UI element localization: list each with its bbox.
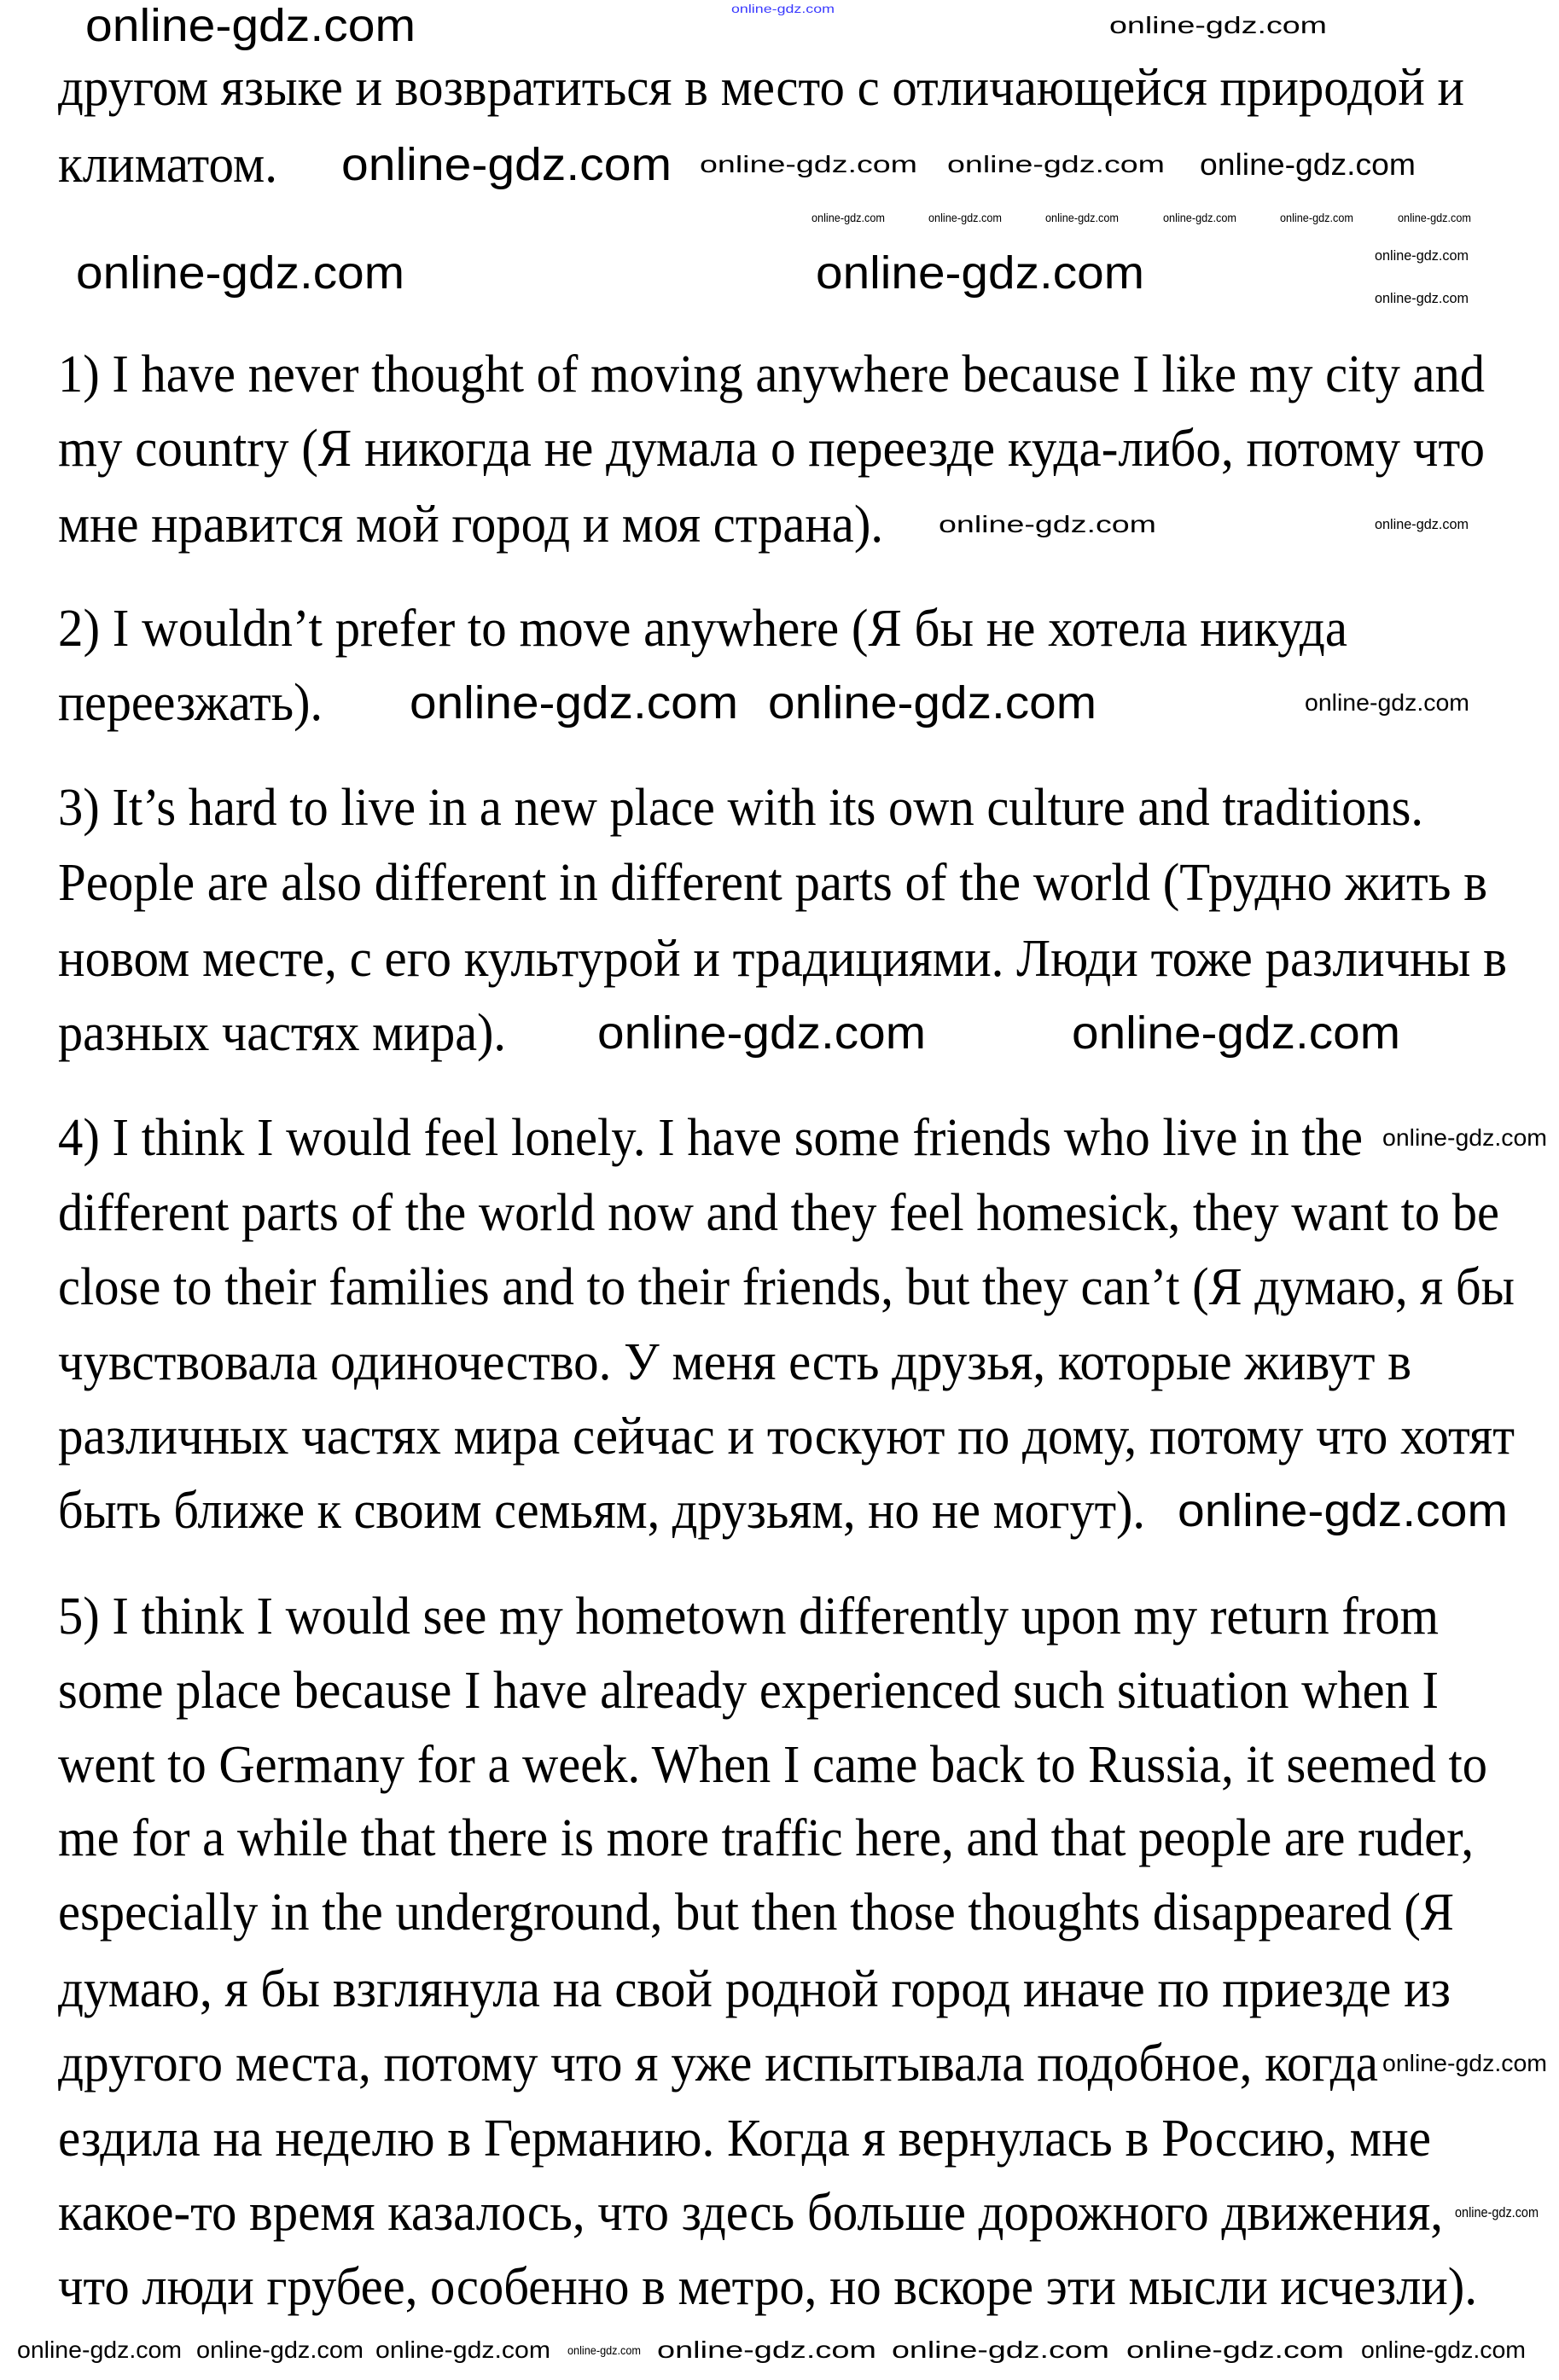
watermark: online-gdz.com [1361,2336,1526,2363]
watermark: online-gdz.com [1072,1007,1400,1059]
watermark: online-gdz.com [1375,247,1469,264]
watermark: online-gdz.com [1200,147,1416,182]
watermark: online-gdz.com [17,2336,182,2363]
text-line: especially in the underground, but then those thoughts disappeared (Я [58,1884,1454,1942]
watermark: online-gdz.com [196,2336,364,2363]
watermark: online-gdz.com [597,1007,926,1059]
answer-5: 5) I think I would see my hometown differently upon my return from [58,1588,1439,1646]
watermark: online-gdz.com [410,677,738,729]
watermark: online-gdz.com [939,511,1156,537]
text-line: переезжать). [58,674,323,732]
watermark: online-gdz.com [1305,689,1469,716]
watermark: online-gdz.com [928,211,1002,224]
watermark: online-gdz.com [947,151,1165,177]
watermark: online-gdz.com [1375,290,1469,306]
text-line: какое-то время казалось, что здесь больше дорожного движения, [58,2184,1443,2242]
watermark: online-gdz.com [657,2336,876,2363]
watermark: online-gdz.com [341,139,672,190]
watermark: online-gdz.com [1126,2336,1344,2363]
text-line: some place because I have already experienced such situation when I [58,1662,1439,1720]
text-line: close to their families and to their friends, but they can’t (Я думаю, я бы [58,1258,1515,1316]
text-line: People are also different in different parts of the world (Трудно жить в [58,854,1487,912]
text-line: разных частях мира). [58,1004,506,1062]
watermark: online-gdz.com [1382,1124,1547,1151]
text-line: different parts of the world now and they feel homesick, they want to be [58,1184,1499,1242]
text-line: быть ближе к своим семьям, друзьям, но не могут). [58,1482,1145,1540]
watermark: online-gdz.com [811,211,885,224]
text-line: что люди грубее, особенно в метро, но вскоре эти мысли исчезли). [58,2258,1477,2316]
watermark: online-gdz.com [76,247,404,299]
text-line: климатом. [58,136,277,194]
answer-3: 3) It’s hard to live in a new place with its own culture and traditions. [58,779,1423,837]
text-line: me for a while that there is more traffic here, and that people are ruder, [58,1809,1474,1867]
watermark: online-gdz.com [1398,211,1471,224]
watermark: online-gdz.com [1382,2050,1547,2076]
watermark: online-gdz.com [892,2336,1109,2363]
watermark: online-gdz.com [1109,12,1327,38]
watermark: online-gdz.com [1045,211,1119,224]
answer-1: 1) I have never thought of moving anywhere because I like my city and [58,345,1485,403]
watermark: online-gdz.com [1178,1485,1508,1536]
text-line: думаю, я бы взглянула на свой родной город иначе по приезде из [58,1960,1451,2018]
watermark: online-gdz.com [1280,211,1353,224]
watermark: online-gdz.com [85,0,416,51]
text-line: другом языке и возвратиться в место с отличающейся природой и [58,59,1464,117]
watermark: online-gdz.com [567,2343,641,2357]
watermark: online-gdz.com [375,2336,550,2363]
watermark: online-gdz.com [731,2,835,15]
watermark: online-gdz.com [1163,211,1236,224]
text-line: новом месте, с его культурой и традициями. Люди тоже различны в [58,930,1507,988]
text-line: другого места, потому что я уже испытывала подобное, когда [58,2035,1378,2093]
watermark: online-gdz.com [816,247,1144,299]
text-line: my country (Я никогда не думала о переезде куда-либо, потому что [58,420,1485,478]
watermark: online-gdz.com [700,151,917,177]
text-line: ездила на неделю в Германию. Когда я вернулась в Россию, мне [58,2110,1431,2168]
answer-4: 4) I think I would feel lonely. I have some friends who live in the [58,1109,1363,1167]
text-line: чувствовала одиночество. У меня есть друзья, которые живут в [58,1333,1411,1391]
answer-2: 2) I wouldn’t prefer to move anywhere (Я бы не хотела никуда [58,600,1347,658]
text-line: мне нравится мой город и моя страна). [58,496,883,554]
text-line: различных частях мира сейчас и тоскуют по дому, потому что хотят [58,1408,1515,1466]
watermark: online-gdz.com [1455,2204,1539,2220]
watermark: online-gdz.com [1375,516,1469,532]
watermark: online-gdz.com [768,677,1097,729]
text-line: went to Germany for a week. When I came back to Russia, it seemed to [58,1736,1487,1794]
